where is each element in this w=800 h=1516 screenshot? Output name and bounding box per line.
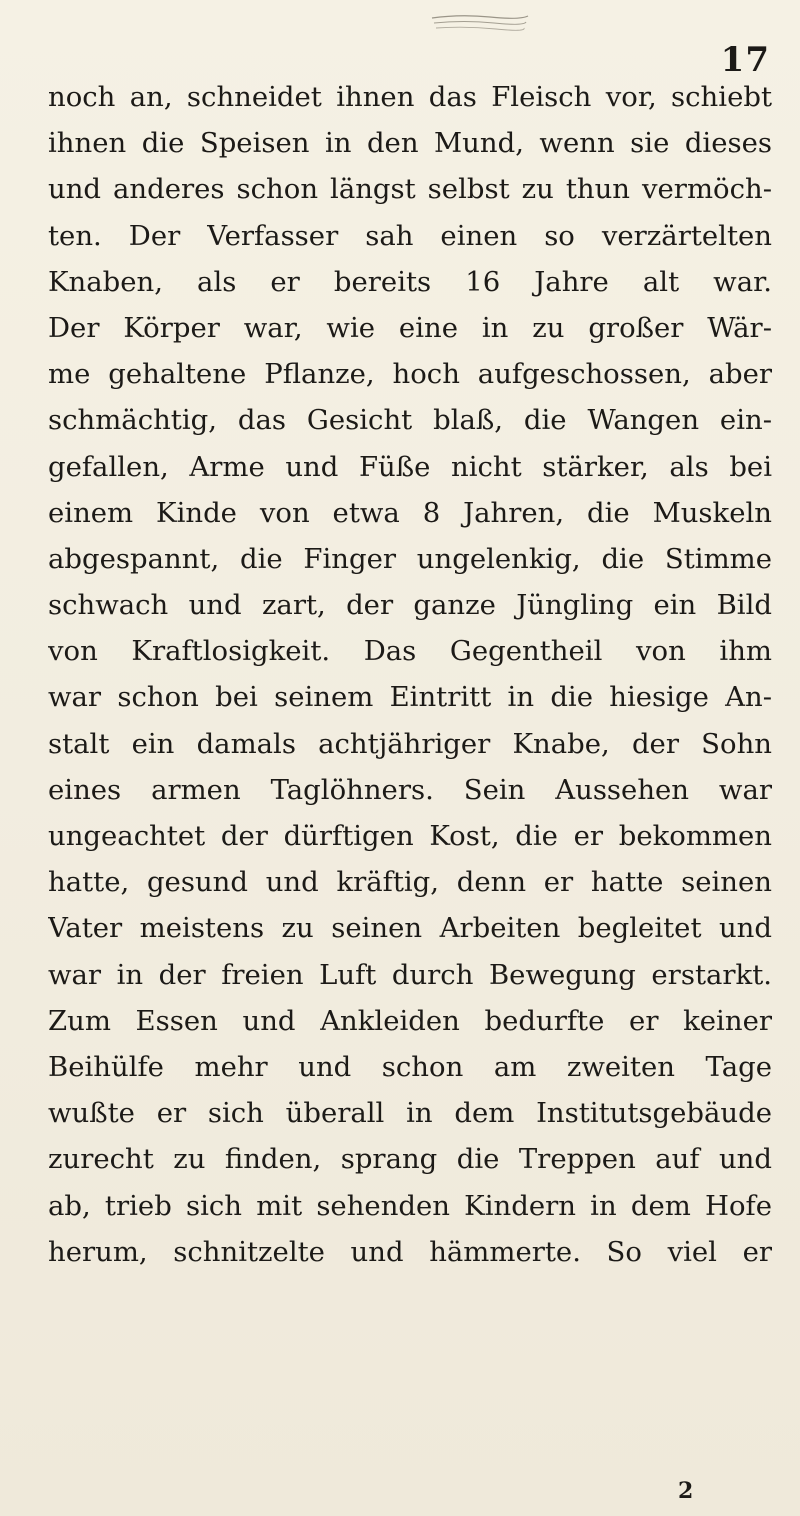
text-line: abgespannt, die Finger ungelenkig, die Stimme: [48, 542, 772, 575]
text-line: Der Körper war, wie eine in zu großer Wär-: [48, 311, 772, 344]
text-line: herum, schnitzelte und hämmerte. So viel er: [48, 1235, 772, 1268]
text-line: und anderes schon längst selbst zu thun vermöch-: [48, 173, 772, 206]
text-line: Zum Essen und Ankleiden bedurfte er keiner: [48, 1004, 772, 1037]
text-line: Vater meistens zu seinen Arbeiten begleitet und: [48, 912, 772, 945]
text-line: wußte er sich überall in dem Institutsgebäude: [48, 1097, 772, 1130]
text-line: ten. Der Verfasser sah einen so verzärtelten: [48, 219, 772, 252]
body-text: [48, 74, 772, 1275]
text-line: me gehaltene Pflanze, hoch aufgeschossen, aber: [48, 358, 772, 391]
text-line: schmächtig, das Gesicht blaß, die Wangen ein-: [48, 404, 772, 437]
text-line: von Kraftlosigkeit. Das Gegentheil von ihm: [48, 635, 772, 668]
text-line: einem Kinde von etwa 8 Jahren, die Muskeln: [48, 496, 772, 529]
text-line: hatte, gesund und kräftig, denn er hatte seinen: [48, 866, 772, 899]
text-line: eines armen Taglöhners. Sein Aussehen war: [48, 773, 772, 806]
text-line: ihnen die Speisen in den Mund, wenn sie dieses: [48, 127, 772, 160]
text-line: stalt ein damals achtjähriger Knabe, der Sohn: [48, 727, 772, 760]
text-line: zurecht zu finden, sprang die Treppen auf und: [48, 1143, 772, 1176]
text-line: schwach und zart, der ganze Jüngling ein Bild: [48, 589, 772, 622]
text-line: Beihülfe mehr und schon am zweiten Tage: [48, 1050, 772, 1083]
text-line: noch an, schneidet ihnen das Fleisch vor, schiebt: [48, 81, 772, 113]
text-line: gefallen, Arme und Füße nicht stärker, als bei: [48, 450, 772, 483]
text-line: Knaben, als er bereits 16 Jahre alt war.: [48, 265, 772, 298]
text-line: war schon bei seinem Eintritt in die hiesige An-: [48, 681, 772, 714]
text-line: ungeachtet der dürftigen Kost, die er bekommen: [48, 820, 772, 852]
scan-artifact-lines: [430, 12, 530, 36]
page-number: 17: [720, 40, 770, 80]
text-line: war in der freien Luft durch Bewegung erstarkt.: [48, 958, 772, 991]
signature-mark: 2: [678, 1478, 694, 1504]
text-line: ab, trieb sich mit sehenden Kindern in dem Hofe: [48, 1189, 772, 1222]
